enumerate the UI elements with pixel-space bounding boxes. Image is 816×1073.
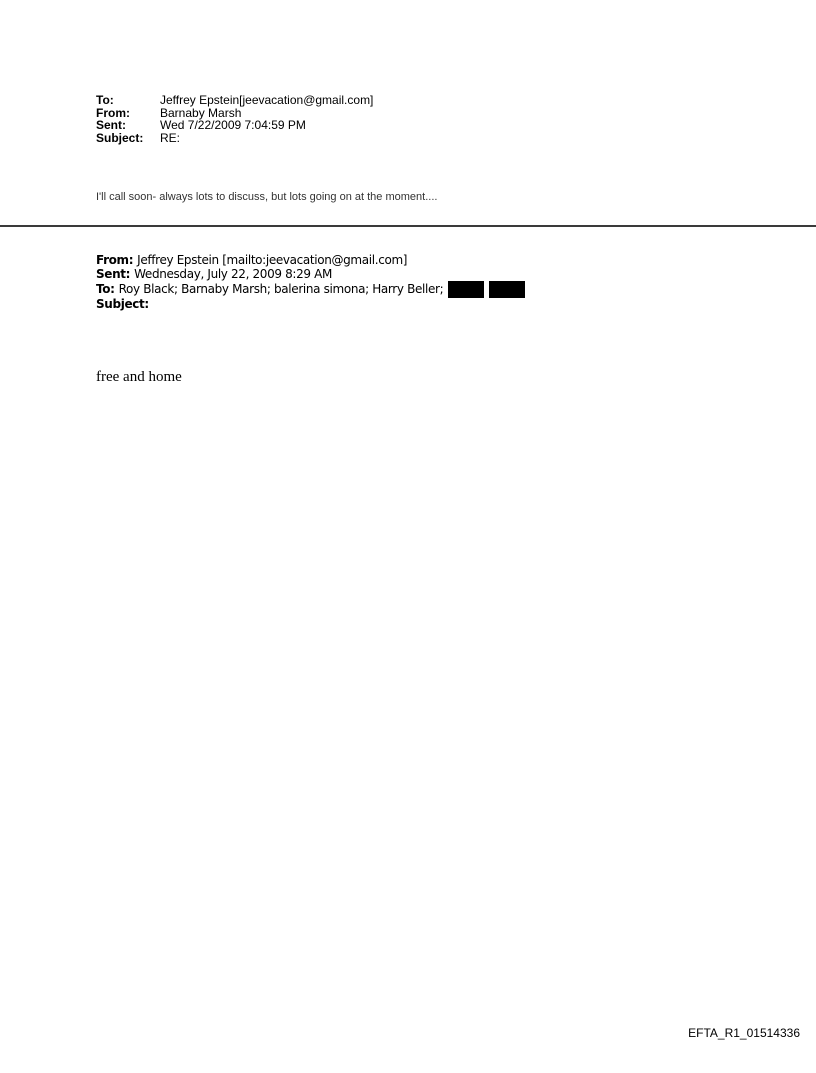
quoted-label-to: To: (96, 281, 115, 296)
header-value-from: Barnaby Marsh (160, 105, 242, 120)
quoted-label-subject: Subject: (96, 297, 149, 311)
quoted-body: free and home (96, 369, 182, 385)
header-value-sent: Wed 7/22/2009 7:04:59 PM (160, 118, 306, 132)
header-value-subject: RE: (160, 130, 181, 145)
header-row-subject (96, 132, 373, 145)
quoted-label-sent: Sent: (96, 266, 131, 281)
header-row-to (96, 94, 373, 107)
header-label-to: To: (96, 93, 114, 107)
header-label-subject: Subject: (96, 130, 144, 145)
quoted-value-from: Jeffrey Epstein [mailto:jeevacation@gmail.com] (137, 253, 408, 267)
reply-body: I'll call soon- always lots to discuss, but lots going on at the moment.... (96, 191, 438, 203)
quoted-value-to: Roy Black; Barnaby Marsh; balerina simona; Harry Beller; (118, 281, 444, 296)
header-label-from: From: (96, 105, 130, 120)
header-row-sent (96, 119, 373, 132)
quoted-row-sent (96, 268, 525, 282)
quoted-label-from: From: (96, 253, 134, 267)
redaction-box (489, 281, 525, 298)
reply-header (96, 94, 373, 144)
document-id: EFTA_R1_01514336 (688, 1026, 800, 1040)
header-label-sent: Sent: (96, 118, 126, 132)
quoted-row-subject (96, 298, 525, 312)
quoted-row-to (96, 281, 525, 298)
quoted-row-from (96, 254, 525, 268)
quoted-header (96, 254, 525, 312)
redaction-box (448, 281, 484, 298)
quoted-value-sent: Wednesday, July 22, 2009 8:29 AM (134, 266, 332, 281)
header-value-to: Jeffrey Epstein[jeevacation@gmail.com] (160, 93, 374, 107)
message-divider (0, 225, 816, 227)
